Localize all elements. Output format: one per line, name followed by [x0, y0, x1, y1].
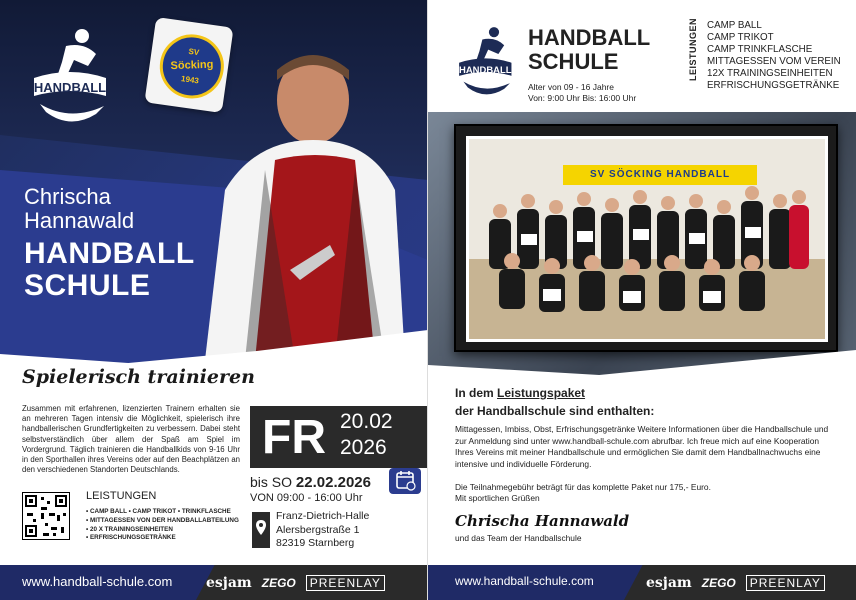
signature: Chrischa Hannawald	[455, 512, 630, 530]
services-vertical-label: LEISTUNGEN	[688, 18, 698, 82]
qr-code-icon[interactable]	[22, 492, 70, 540]
package-heading-bold: Leistungspaket	[497, 386, 586, 400]
end-date-prefix: bis SO	[250, 474, 293, 490]
intro-paragraph: Zusammen mit erfahrenen, lizenzierten Trainern erhalten sie an mehreren Tagen intensiv die Möglichkeit, spielerisch ihre handballerischen Grundfertigkeiten zu verbessern. Dabei steht selbstverständlich über allem der Spaß am Spiel im Vordergrund. Täglich trainieren die Handballkids von 9-16 Uhr in den Sporthallen ihres Vereins oder auf den Beachplätzen an den verschiedenen Standorten Deutschlands.	[22, 404, 240, 475]
team-text: und das Team der Handballschule	[455, 533, 582, 543]
venue-name: Franz-Dietrich-Halle	[276, 510, 370, 522]
list-item: CAMP TRINKFLASCHE	[707, 44, 813, 55]
list-item: 12X TRAININGSEINHEITEN	[707, 68, 833, 79]
greeting-text: Mit sportlichen Grüßen	[455, 493, 540, 503]
services-title: LEISTUNGEN	[86, 490, 157, 502]
page-title	[24, 238, 195, 302]
logo-text: HANDBALL	[459, 64, 512, 76]
sponsor-zego: ZEGO	[701, 576, 736, 590]
photo-banner: SV SÖCKING HANDBALL	[563, 165, 757, 185]
package-paragraph: Mittagessen, Imbiss, Obst, Erfrischungsgetränke Weitere Informationen über die Handballschule und zur Anmeldung sind unter www.handball-schule.com abrufbar. Ich freue mich auf eine Kooperation Ihres Vereins mit meiner Handballschule und ermöglichen Sie damit dem Handballnachwuchs eine intensive und individuelle Förderung.	[455, 424, 829, 469]
location-pin-icon	[252, 512, 270, 548]
date-year: 2026	[340, 436, 387, 459]
fee-text: Die Teilnahmegebühr beträgt für das komplette Paket nur 175,- Euro.	[455, 482, 711, 492]
sponsor-esjam: esjam	[646, 575, 692, 591]
badge-year: 1943	[180, 74, 200, 86]
list-item: CAMP BALL	[707, 20, 762, 31]
sponsor-logos	[646, 573, 825, 593]
website-link[interactable]: www.handball-schule.com	[455, 574, 594, 588]
right-title	[528, 26, 650, 74]
right-services-list	[707, 20, 841, 92]
package-subheading: der Handballschule sind enthalten:	[455, 404, 655, 418]
package-heading-prefix: In dem	[455, 386, 498, 400]
end-date	[250, 474, 371, 491]
script-heading: Spielerisch trainieren	[22, 366, 255, 388]
package-heading	[455, 386, 585, 400]
title-line-1: HANDBALL	[24, 237, 195, 270]
right-title-line-2: SCHULE	[528, 49, 619, 74]
trainer-last-name: Hannawald	[24, 208, 135, 233]
right-title-line-1: HANDBALL	[528, 25, 651, 50]
kids-group	[469, 179, 825, 339]
badge-club-name: Söcking	[170, 58, 214, 73]
services-list	[86, 508, 239, 543]
trainer-first-name: Chrischa	[24, 184, 111, 209]
website-link[interactable]: www.handball-schule.com	[22, 574, 173, 589]
venue-street: Alersbergstraße 1	[276, 523, 360, 536]
handball-logo-icon	[26, 22, 116, 132]
list-item: MITTAGESSEN VOM VEREIN	[707, 56, 841, 67]
date-daymonth: 20.02	[340, 410, 393, 433]
camp-hours: Von: 9:00 Uhr Bis: 16:00 Uhr	[528, 93, 637, 103]
badge-sv: SV	[187, 46, 200, 58]
list-item: • CAMP BALL • CAMP TRIKOT • TRINKFLASCHE	[86, 508, 239, 517]
venue-city: 82319 Starnberg	[276, 537, 355, 549]
team-photo-frame	[454, 124, 838, 352]
list-item: • 20 X TRAININGSEINHEITEN	[86, 526, 239, 535]
list-item: CAMP TRIKOT	[707, 32, 774, 43]
calendar-icon[interactable]	[389, 468, 421, 494]
team-photo	[466, 136, 828, 342]
end-date-value: 22.02.2026	[295, 474, 371, 491]
list-item: ERFRISCHUNGSGETRÄNKE	[707, 80, 840, 91]
venue-address	[276, 510, 369, 551]
title-line-2: SCHULE	[24, 269, 151, 302]
list-item: • MITTAGESSEN VON DER HANDBALLABTEILUNG	[86, 517, 239, 526]
sponsor-preenlay: PREENLAY	[746, 575, 825, 591]
trainer-name	[24, 185, 134, 233]
age-range: Alter von 09 - 16 Jahre	[528, 82, 614, 92]
date-day: FR	[262, 411, 326, 464]
sponsor-zego: ZEGO	[261, 576, 296, 590]
sponsor-esjam: esjam	[206, 575, 252, 591]
time-range: VON 09:00 - 16:00 Uhr	[250, 492, 363, 504]
sponsor-preenlay: PREENLAY	[306, 575, 385, 591]
logo-text: HANDBALL	[33, 80, 107, 95]
sponsor-logos	[206, 573, 385, 593]
trainer-photo	[205, 30, 405, 360]
handball-logo-icon	[451, 22, 521, 102]
list-item: • ERFRISCHUNGSGETRÄNKE	[86, 534, 239, 543]
